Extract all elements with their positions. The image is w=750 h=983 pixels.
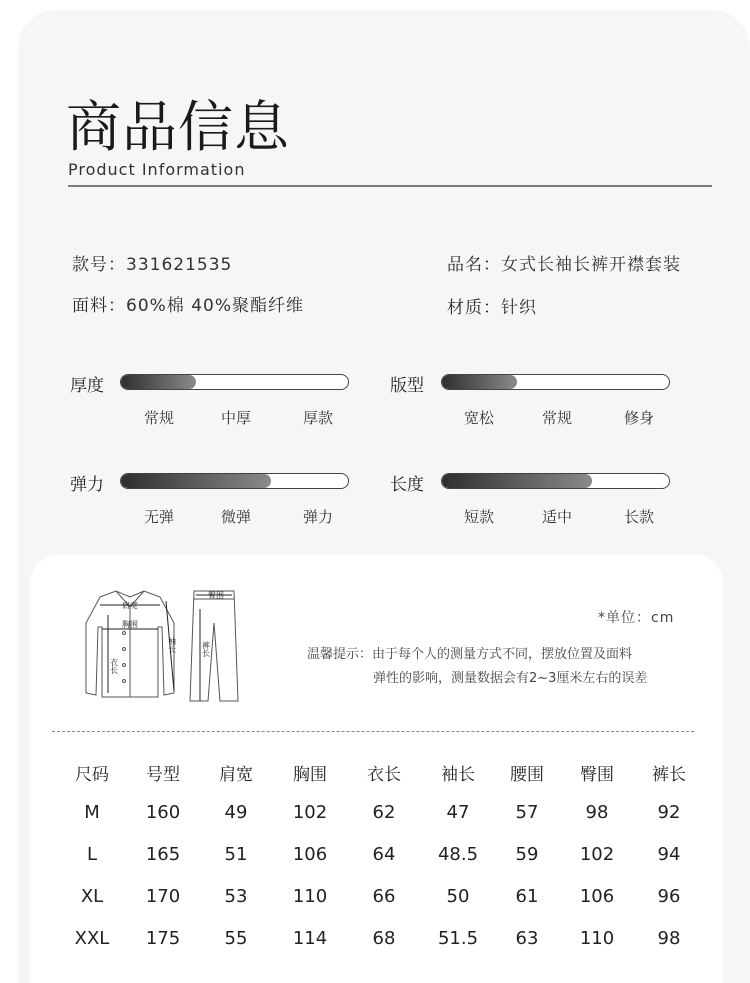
product-name-value: 女式长袖长裤开襟套装 xyxy=(501,255,681,275)
table-cell: 110 xyxy=(292,886,328,907)
measurement-diagram xyxy=(70,583,250,713)
attr-elasticity-bar xyxy=(120,473,349,489)
table-cell: 68 xyxy=(372,928,396,949)
table-cell: 62 xyxy=(372,802,396,823)
attr-fit-fill xyxy=(442,375,517,389)
unit-note: *单位：cm xyxy=(598,610,675,626)
table-cell: 57 xyxy=(515,802,539,823)
page-subtitle: Product Information xyxy=(68,160,246,179)
diagram-shoulder-label: 肩宽 xyxy=(122,601,138,610)
attr-length-option: 短款 xyxy=(464,508,495,526)
attr-elasticity-label: 弹力 xyxy=(70,475,104,495)
table-cell: 92 xyxy=(657,802,681,823)
fabric xyxy=(72,291,304,316)
table-cell: 53 xyxy=(224,886,248,907)
table-cell: 175 xyxy=(145,928,181,949)
table-cell: XXL xyxy=(74,928,110,949)
attr-length-bar xyxy=(441,473,670,489)
attr-fit-option: 宽松 xyxy=(464,409,495,427)
table-cell: 98 xyxy=(657,928,681,949)
attr-fit-bar xyxy=(441,374,670,390)
table-cell: XL xyxy=(80,886,104,907)
fabric-value: 60%棉 40%聚酯纤维 xyxy=(126,296,304,316)
attr-thickness-fill xyxy=(121,375,196,389)
pants-illustration xyxy=(190,591,238,701)
style-number xyxy=(72,250,232,275)
material-label: 材质： xyxy=(447,298,501,318)
table-cell: 94 xyxy=(657,844,681,865)
tip-line-2: 弹性的影响，测量数据会有2~3厘米左右的误差 xyxy=(373,671,648,686)
diagram-hip-label: 臀围 xyxy=(208,591,224,600)
table-cell: 106 xyxy=(579,886,615,907)
fabric-label: 面料： xyxy=(72,296,126,316)
table-header-cell: 胸围 xyxy=(293,765,327,785)
table-cell: 61 xyxy=(515,886,539,907)
attr-length-label: 长度 xyxy=(390,475,424,495)
attr-elasticity-option: 微弹 xyxy=(221,508,252,526)
attr-thickness-label: 厚度 xyxy=(70,376,104,396)
table-cell: 102 xyxy=(579,844,615,865)
attr-elasticity-option: 无弹 xyxy=(144,508,175,526)
table-header-cell: 袖长 xyxy=(441,765,475,785)
attr-thickness-option: 中厚 xyxy=(221,409,252,427)
material xyxy=(447,293,537,318)
diagram-sleeve-label: 袖长 xyxy=(167,637,177,653)
table-cell: 51 xyxy=(224,844,248,865)
table-header-cell: 肩宽 xyxy=(219,765,253,785)
attr-elasticity-option: 弹力 xyxy=(303,508,334,526)
attr-length-fill xyxy=(442,474,592,488)
style-number-label: 款号： xyxy=(72,255,126,275)
table-cell: 96 xyxy=(657,886,681,907)
table-header-cell: 裤长 xyxy=(652,765,686,785)
table-header-cell: 衣长 xyxy=(367,765,401,785)
table-header-cell: 腰围 xyxy=(510,765,544,785)
table-cell: 98 xyxy=(585,802,609,823)
table-cell: 63 xyxy=(515,928,539,949)
diagram-length-label: 衣长 xyxy=(109,658,119,674)
tip-line-1: 温馨提示：由于每个人的测量方式不同，摆放位置及面料 xyxy=(307,647,633,662)
table-cell: 106 xyxy=(292,844,328,865)
table-cell: 55 xyxy=(224,928,248,949)
table-header-cell: 号型 xyxy=(146,765,180,785)
table-cell: 50 xyxy=(446,886,470,907)
table-cell: 49 xyxy=(224,802,248,823)
attr-length-option: 适中 xyxy=(542,508,573,526)
table-cell: M xyxy=(84,802,100,823)
product-name-label: 品名： xyxy=(447,255,501,275)
title-divider xyxy=(68,185,712,187)
page-title: 商品信息 xyxy=(66,95,291,159)
attr-thickness-bar xyxy=(120,374,349,390)
attr-thickness-option: 常规 xyxy=(144,409,175,427)
attr-thickness-option: 厚款 xyxy=(303,409,334,427)
attr-fit-label: 版型 xyxy=(390,376,424,396)
attr-elasticity-fill xyxy=(121,474,271,488)
table-cell: L xyxy=(86,844,98,865)
table-cell: 165 xyxy=(145,844,181,865)
material-value: 针织 xyxy=(501,298,537,318)
table-cell: 110 xyxy=(579,928,615,949)
attr-fit-option: 常规 xyxy=(542,409,573,427)
section-divider xyxy=(52,731,694,732)
table-cell: 51.5 xyxy=(437,928,479,949)
table-cell: 59 xyxy=(515,844,539,865)
diagram-chest-label: 胸围 xyxy=(122,620,138,629)
table-cell: 48.5 xyxy=(437,844,479,865)
table-header-cell: 臀围 xyxy=(580,765,614,785)
diagram-pants-length-label: 裤长 xyxy=(201,641,211,657)
attr-length-option: 长款 xyxy=(624,508,655,526)
table-cell: 160 xyxy=(145,802,181,823)
table-cell: 170 xyxy=(145,886,181,907)
attr-fit-option: 修身 xyxy=(624,409,655,427)
table-cell: 114 xyxy=(292,928,328,949)
table-cell: 47 xyxy=(446,802,470,823)
product-name xyxy=(447,250,681,275)
style-number-value: 331621535 xyxy=(126,255,233,275)
table-header-cell: 尺码 xyxy=(75,765,109,785)
table-cell: 66 xyxy=(372,886,396,907)
table-cell: 102 xyxy=(292,802,328,823)
table-cell: 64 xyxy=(372,844,396,865)
